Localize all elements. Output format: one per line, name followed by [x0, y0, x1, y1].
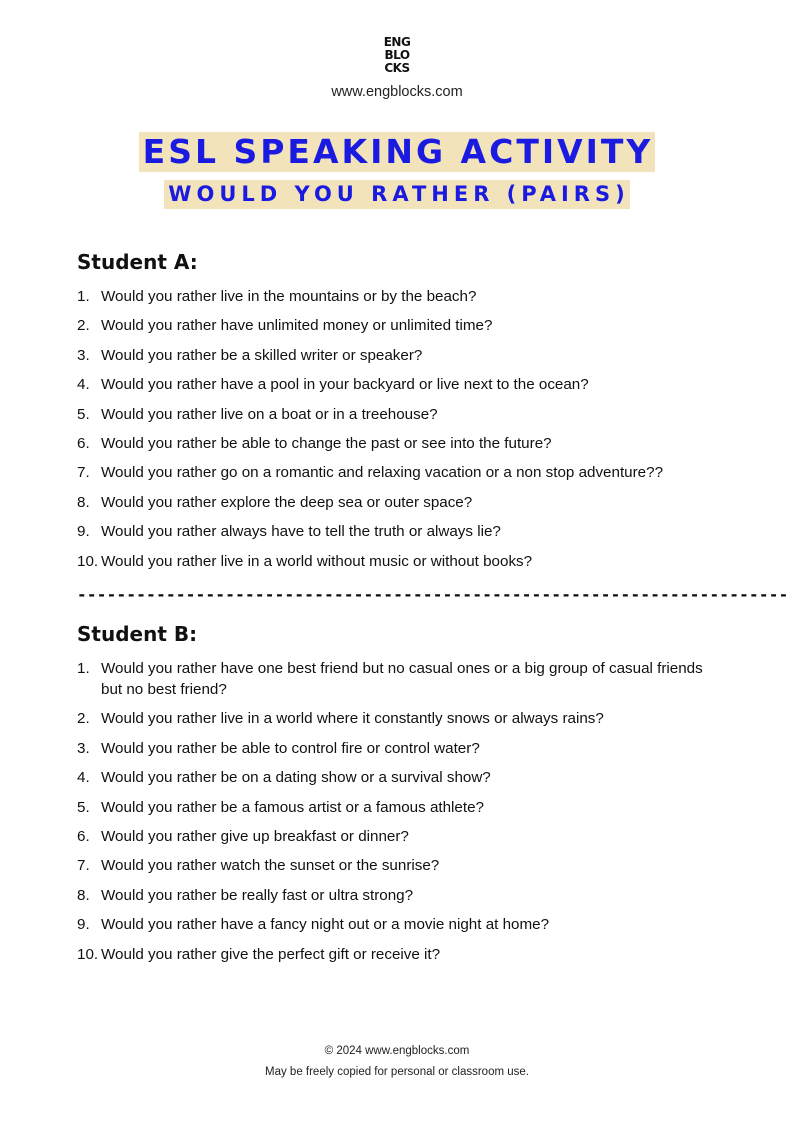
question-item	[77, 433, 717, 454]
question-number: 9.	[77, 523, 90, 541]
question-item	[77, 521, 717, 542]
subtitle-banner	[0, 180, 794, 209]
question-item	[77, 492, 717, 513]
question-item	[77, 944, 717, 965]
student-b-question-list	[77, 658, 717, 973]
logo-line: BLO	[384, 48, 410, 62]
question-item	[77, 658, 717, 700]
footer-copyright: © 2024 www.engblocks.com	[324, 1045, 470, 1057]
question-text: Would you rather go on a romantic and relaxing vacation or a non stop adventure??	[101, 464, 664, 482]
question-number: 2.	[77, 710, 90, 728]
question-text: Would you rather be really fast or ultra strong?	[101, 886, 414, 904]
question-text: Would you rather be on a dating show or a survival show?	[101, 769, 491, 787]
question-number: 4.	[77, 769, 90, 787]
logo-line: CKS	[384, 61, 410, 75]
question-number: 3.	[77, 346, 90, 364]
question-text: Would you rather have one best friend but no casual ones or a big group of casual friends but no best friend?	[101, 660, 703, 698]
question-number: 7.	[77, 464, 90, 482]
question-number: 8.	[77, 886, 90, 904]
question-text: Would you rather have a pool in your backyard or live next to the ocean?	[101, 376, 589, 394]
question-text: Would you rather always have to tell the truth or always lie?	[101, 523, 501, 541]
question-item	[77, 885, 717, 906]
student-a-question-list	[77, 286, 717, 580]
question-number: 7.	[77, 857, 90, 875]
question-number: 9.	[77, 916, 90, 934]
question-item	[77, 404, 717, 425]
question-item	[77, 914, 717, 935]
question-item	[77, 315, 717, 336]
question-item	[77, 462, 717, 483]
question-text: Would you rather be able to change the past or see into the future?	[101, 434, 552, 452]
question-item	[77, 374, 717, 395]
question-text: Would you rather watch the sunset or the sunrise?	[101, 857, 440, 875]
site-url: www.engblocks.com	[331, 84, 463, 100]
question-text: Would you rather have a fancy night out or a movie night at home?	[101, 916, 550, 934]
question-item	[77, 855, 717, 876]
question-text: Would you rather be a famous artist or a famous athlete?	[101, 798, 484, 816]
question-number: 2.	[77, 317, 90, 335]
page-title: ESL SPEAKING ACTIVITY	[139, 132, 656, 172]
student-a-heading: Student A:	[77, 250, 198, 274]
question-number: 1.	[77, 288, 90, 305]
question-number: 6.	[77, 434, 90, 452]
question-item	[77, 826, 717, 847]
question-number: 10.	[77, 552, 99, 570]
question-text: Would you rather live in a world where it constantly snows or always rains?	[101, 710, 604, 728]
question-text: Would you rather have unlimited money or unlimited time?	[101, 317, 493, 335]
question-text: Would you rather explore the deep sea or outer space?	[101, 493, 473, 511]
logo-line: ENG	[383, 35, 411, 49]
footer-note: May be freely copied for personal or classroom use.	[265, 1066, 529, 1078]
question-number: 8.	[77, 493, 90, 511]
question-text: Would you rather live in the mountains or by the beach?	[101, 288, 477, 305]
question-number: 1.	[77, 660, 90, 677]
question-text: Would you rather be a skilled writer or speaker?	[101, 346, 423, 364]
page-subtitle: WOULD YOU RATHER (PAIRS)	[164, 180, 629, 209]
question-item	[77, 767, 717, 788]
question-text: Would you rather be able to control fire or control water?	[101, 739, 480, 757]
question-item	[77, 551, 717, 572]
question-number: 5.	[77, 798, 90, 816]
question-item	[77, 797, 717, 818]
question-text: Would you rather live in a world without music or without books?	[101, 552, 533, 570]
section-divider: ------------------------------------------------------------------------	[77, 585, 789, 604]
title-banner	[0, 132, 794, 172]
question-number: 5.	[77, 405, 90, 423]
question-text: Would you rather give up breakfast or dinner?	[101, 827, 409, 845]
question-item	[77, 708, 717, 729]
student-b-heading: Student B:	[77, 622, 198, 646]
engblocks-logo	[0, 36, 794, 75]
question-item	[77, 286, 717, 307]
question-item	[77, 345, 717, 366]
question-number: 6.	[77, 827, 90, 845]
question-number: 4.	[77, 376, 90, 394]
question-item	[77, 738, 717, 759]
question-number: 10.	[77, 945, 99, 963]
question-text: Would you rather give the perfect gift or receive it?	[101, 945, 441, 963]
question-number: 3.	[77, 739, 90, 757]
question-text: Would you rather live on a boat or in a treehouse?	[101, 405, 438, 423]
